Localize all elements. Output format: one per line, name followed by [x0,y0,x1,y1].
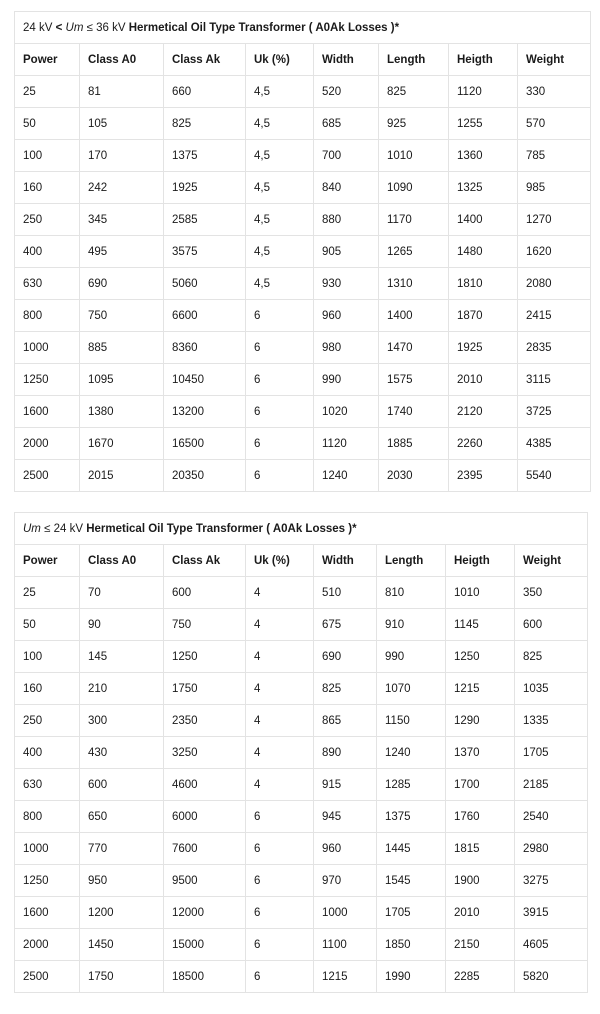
table-cell: 210 [80,673,164,705]
table-row [15,76,591,108]
table-cell: 4,5 [246,236,314,268]
table-cell: 1760 [446,801,515,833]
table-cell: 1000 [15,833,80,865]
header-uk: Uk (%) [246,545,314,577]
table-cell: 685 [314,108,379,140]
table-cell: 1360 [449,140,518,172]
table-cell: 4 [246,737,314,769]
table-cell: 1145 [446,609,515,641]
table-cell: 915 [314,769,377,801]
table-cell: 800 [15,300,80,332]
header-class-a0: Class A0 [80,545,164,577]
table-cell: 4385 [518,428,591,460]
transformer-table-36kv [14,11,591,492]
table-cell: 2350 [164,705,246,737]
table-cell: 3725 [518,396,591,428]
title-mid: ≤ 36 kV [83,21,129,34]
table-cell: 650 [80,801,164,833]
table-cell: 5540 [518,460,591,492]
table-cell: 1310 [379,268,449,300]
table-row [15,364,591,396]
table-cell: 1705 [515,737,588,769]
table-cell: 70 [80,577,164,609]
table-cell: 825 [515,641,588,673]
table-cell: 160 [15,673,80,705]
table-cell: 600 [164,577,246,609]
table-cell: 170 [80,140,164,172]
table-cell: 1120 [449,76,518,108]
table-cell: 5060 [164,268,246,300]
table-cell: 1925 [164,172,246,204]
table-cell: 6 [246,801,314,833]
table-cell: 4 [246,769,314,801]
table-cell: 50 [15,609,80,641]
table-cell: 145 [80,641,164,673]
table-cell: 6 [246,332,314,364]
table-cell: 825 [314,673,377,705]
table-cell: 700 [314,140,379,172]
table-cell: 2010 [446,897,515,929]
table-cell: 4,5 [246,204,314,236]
table-cell: 675 [314,609,377,641]
table-cell: 2080 [518,268,591,300]
table-row [15,332,591,364]
table-cell: 6000 [164,801,246,833]
table-cell: 6 [246,428,314,460]
table-cell: 300 [80,705,164,737]
table-cell: 660 [164,76,246,108]
table-cell: 2150 [446,929,515,961]
header-class-ak: Class Ak [164,545,246,577]
table-cell: 4,5 [246,108,314,140]
table-cell: 4600 [164,769,246,801]
table-cell: 1150 [377,705,446,737]
table-cell: 242 [80,172,164,204]
table-cell: 1250 [446,641,515,673]
table-cell: 1810 [449,268,518,300]
table-cell: 1100 [314,929,377,961]
table-cell: 1010 [446,577,515,609]
table-cell: 250 [15,705,80,737]
table-cell: 1545 [377,865,446,897]
table-body [15,577,588,993]
table-cell: 1480 [449,236,518,268]
header-length: Length [377,545,446,577]
header-weight: Weight [515,545,588,577]
table-row [15,609,588,641]
table-cell: 750 [164,609,246,641]
table-cell: 2000 [15,929,80,961]
title-symbol: < [55,21,63,34]
table-cell: 990 [377,641,446,673]
table-cell: 570 [518,108,591,140]
table-cell: 400 [15,236,80,268]
table-cell: 4,5 [246,76,314,108]
table-row [15,577,588,609]
table-cell: 4 [246,577,314,609]
table-cell: 2835 [518,332,591,364]
table-cell: 25 [15,577,80,609]
title-mid: ≤ 24 kV [40,522,87,535]
table-row [15,108,591,140]
table-cell: 1120 [314,428,379,460]
table-cell: 2980 [515,833,588,865]
table-cell: 2000 [15,428,80,460]
table-cell: 2585 [164,204,246,236]
table-cell: 510 [314,577,377,609]
table-cell: 1000 [314,897,377,929]
table-cell: 1470 [379,332,449,364]
table-cell: 1850 [377,929,446,961]
table-cell: 9500 [164,865,246,897]
table-cell: 1375 [164,140,246,172]
table-cell: 885 [80,332,164,364]
table-cell: 600 [80,769,164,801]
table-row [15,172,591,204]
table-cell: 1250 [164,641,246,673]
table-cell: 1370 [446,737,515,769]
table-cell: 6 [246,460,314,492]
table-cell: 6 [246,929,314,961]
table-cell: 630 [15,268,80,300]
table-cell: 1010 [379,140,449,172]
table-cell: 950 [80,865,164,897]
table-row [15,833,588,865]
table-cell: 160 [15,172,80,204]
table-row [15,140,591,172]
table-cell: 105 [80,108,164,140]
header-uk: Uk (%) [246,44,314,76]
table-cell: 2500 [15,460,80,492]
header-width: Width [314,44,379,76]
table-row [15,961,588,993]
table-cell: 15000 [164,929,246,961]
table-cell: 4 [246,609,314,641]
table-cell: 980 [314,332,379,364]
header-power: Power [15,44,80,76]
table-cell: 330 [518,76,591,108]
header-weight: Weight [518,44,591,76]
table-cell: 100 [15,641,80,673]
table-row [15,268,591,300]
table-cell: 2120 [449,396,518,428]
table-cell: 16500 [164,428,246,460]
table-cell: 4,5 [246,140,314,172]
table-cell: 1240 [314,460,379,492]
table-cell: 985 [518,172,591,204]
table-cell: 1925 [449,332,518,364]
table-cell: 2500 [15,961,80,993]
table-cell: 3915 [515,897,588,929]
table-row [15,396,591,428]
table-cell: 600 [515,609,588,641]
header-width: Width [314,545,377,577]
table-cell: 960 [314,300,379,332]
table-cell: 1270 [518,204,591,236]
table-cell: 2010 [449,364,518,396]
table-cell: 1000 [15,332,80,364]
table-cell: 2030 [379,460,449,492]
table-cell: 825 [164,108,246,140]
table-cell: 1240 [377,737,446,769]
table-cell: 8360 [164,332,246,364]
table-cell: 1750 [164,673,246,705]
table-cell: 1170 [379,204,449,236]
table-cell: 1670 [80,428,164,460]
table-cell: 6 [246,897,314,929]
table-cell: 690 [80,268,164,300]
table-cell: 785 [518,140,591,172]
table-cell: 2540 [515,801,588,833]
table-header-row [15,545,588,577]
table-cell: 6 [246,364,314,396]
table-cell: 1250 [15,364,80,396]
table-row [15,769,588,801]
table-cell: 1335 [515,705,588,737]
header-class-a0: Class A0 [80,44,164,76]
table-cell: 1750 [80,961,164,993]
table-cell: 6 [246,865,314,897]
table-cell: 2285 [446,961,515,993]
table-cell: 3115 [518,364,591,396]
table-cell: 1400 [379,300,449,332]
table-cell: 2185 [515,769,588,801]
table-row [15,897,588,929]
table-cell: 4 [246,641,314,673]
table-cell: 430 [80,737,164,769]
table-row [15,705,588,737]
table-cell: 345 [80,204,164,236]
table-cell: 250 [15,204,80,236]
table-cell: 1035 [515,673,588,705]
table-cell: 1250 [15,865,80,897]
table-row [15,865,588,897]
title-bold: Hermetical Oil Type Transformer ( A0Ak Losses )* [86,522,357,535]
table-cell: 1265 [379,236,449,268]
table-cell: 1620 [518,236,591,268]
table-body [15,76,591,492]
table-cell: 400 [15,737,80,769]
table-cell: 1445 [377,833,446,865]
table-cell: 4,5 [246,268,314,300]
table-cell: 865 [314,705,377,737]
table-row [15,929,588,961]
table-cell: 6 [246,961,314,993]
table-title-row [15,12,591,44]
header-class-ak: Class Ak [164,44,246,76]
table-cell: 890 [314,737,377,769]
table-row [15,204,591,236]
table-cell: 690 [314,641,377,673]
title-bold: Hermetical Oil Type Transformer ( A0Ak Losses )* [128,21,400,34]
table-cell: 910 [377,609,446,641]
table-cell: 4 [246,705,314,737]
table-cell: 770 [80,833,164,865]
table-cell: 810 [377,577,446,609]
table-cell: 1400 [449,204,518,236]
table-cell: 1020 [314,396,379,428]
table-cell: 495 [80,236,164,268]
table-cell: 3575 [164,236,246,268]
table-cell: 10450 [164,364,246,396]
table-cell: 1575 [379,364,449,396]
table-cell: 4,5 [246,172,314,204]
table-cell: 960 [314,833,377,865]
table-cell: 1600 [15,897,80,929]
table-cell: 1215 [446,673,515,705]
table-cell: 1740 [379,396,449,428]
table-cell: 1815 [446,833,515,865]
header-length: Length [379,44,449,76]
table-cell: 905 [314,236,379,268]
table-cell: 50 [15,108,80,140]
title-um: Um [62,21,84,34]
table-cell: 1600 [15,396,80,428]
table-cell: 1705 [377,897,446,929]
table-cell: 3250 [164,737,246,769]
table-cell: 1375 [377,801,446,833]
table-cell: 20350 [164,460,246,492]
table-cell: 25 [15,76,80,108]
table-cell: 2415 [518,300,591,332]
table-cell: 970 [314,865,377,897]
transformer-table-24kv [14,512,588,993]
title-prefix: 24 kV [23,21,56,34]
table-cell: 880 [314,204,379,236]
table-cell: 12000 [164,897,246,929]
table-cell: 1200 [80,897,164,929]
table-cell: 13200 [164,396,246,428]
header-power: Power [15,545,80,577]
header-heigth: Heigth [446,545,515,577]
table-row [15,801,588,833]
table-cell: 1070 [377,673,446,705]
table-cell: 6600 [164,300,246,332]
table-title [15,513,588,545]
table-cell: 1090 [379,172,449,204]
table-cell: 1870 [449,300,518,332]
table-cell: 1095 [80,364,164,396]
table-header-row [15,44,591,76]
table-title [15,12,591,44]
table-cell: 630 [15,769,80,801]
table-cell: 1900 [446,865,515,897]
table-row [15,641,588,673]
table-cell: 2260 [449,428,518,460]
table-cell: 90 [80,609,164,641]
table-cell: 1450 [80,929,164,961]
table-row [15,236,591,268]
table-cell: 2395 [449,460,518,492]
table-cell: 4605 [515,929,588,961]
table-cell: 1990 [377,961,446,993]
table-cell: 350 [515,577,588,609]
table-cell: 800 [15,801,80,833]
table-cell: 7600 [164,833,246,865]
table-cell: 1290 [446,705,515,737]
table-row [15,737,588,769]
table-row [15,673,588,705]
table-row [15,428,591,460]
table-cell: 6 [246,396,314,428]
table-cell: 2015 [80,460,164,492]
table-title-row [15,513,588,545]
table-cell: 3275 [515,865,588,897]
table-cell: 925 [379,108,449,140]
table-cell: 750 [80,300,164,332]
table-cell: 1380 [80,396,164,428]
table-cell: 990 [314,364,379,396]
title-um: Um [23,522,41,535]
table-cell: 1885 [379,428,449,460]
table-cell: 825 [379,76,449,108]
table-cell: 6 [246,833,314,865]
table-cell: 945 [314,801,377,833]
table-cell: 6 [246,300,314,332]
table-cell: 5820 [515,961,588,993]
table-cell: 4 [246,673,314,705]
table-cell: 81 [80,76,164,108]
table-cell: 840 [314,172,379,204]
header-heigth: Heigth [449,44,518,76]
table-cell: 930 [314,268,379,300]
table-cell: 520 [314,76,379,108]
table-cell: 100 [15,140,80,172]
table-row [15,300,591,332]
table-cell: 1215 [314,961,377,993]
table-cell: 1700 [446,769,515,801]
table-cell: 18500 [164,961,246,993]
table-cell: 1285 [377,769,446,801]
table-row [15,460,591,492]
table-cell: 1325 [449,172,518,204]
table-cell: 1255 [449,108,518,140]
